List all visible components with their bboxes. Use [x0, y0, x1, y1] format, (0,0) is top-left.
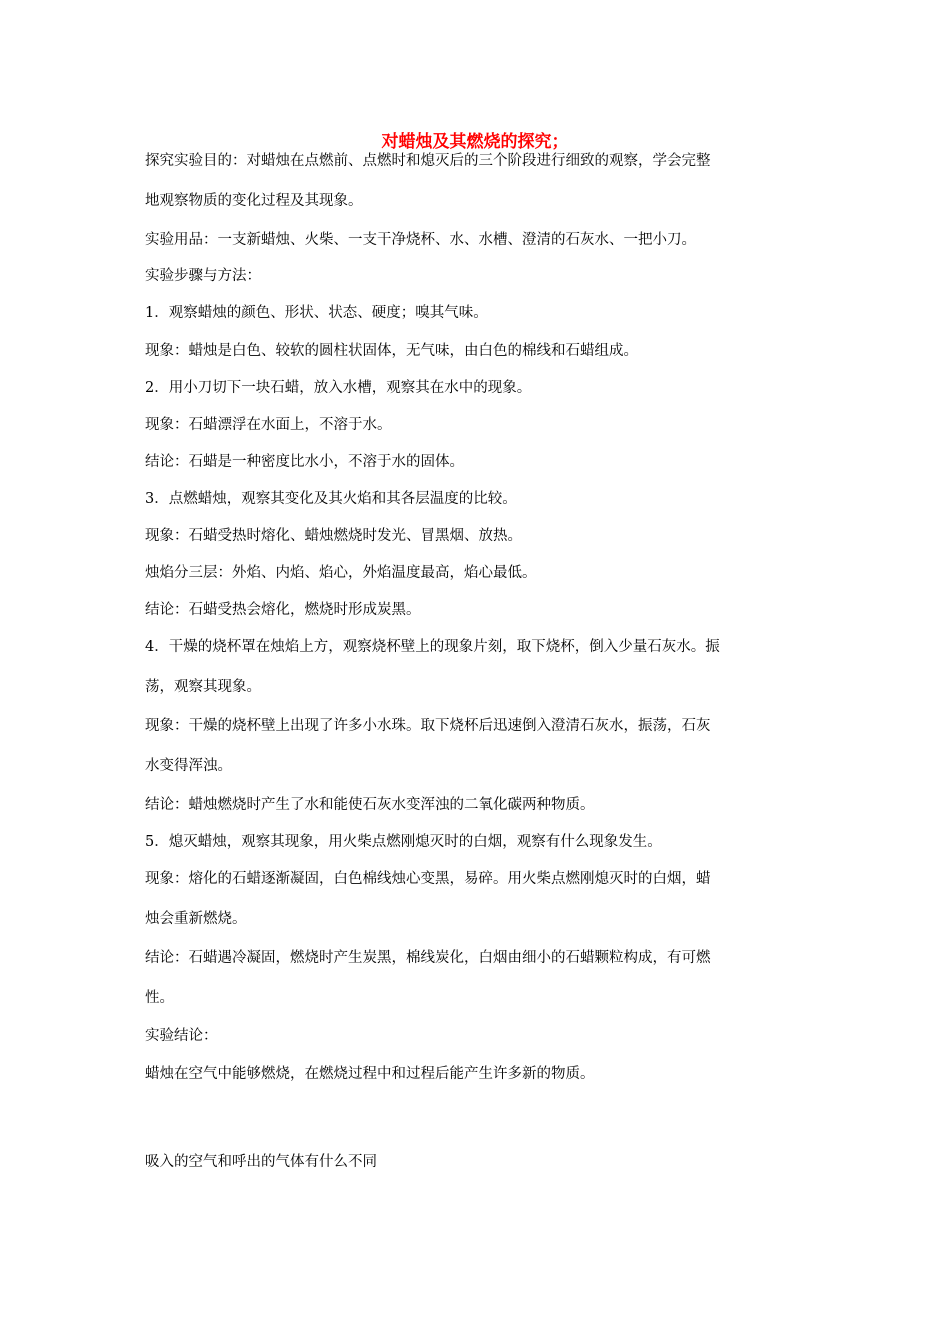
paragraph-line: 烛会重新燃烧。	[145, 911, 247, 927]
paragraph-line: 实验步骤与方法：	[145, 268, 261, 284]
paragraph-line: 实验结论：	[145, 1028, 218, 1044]
paragraph-line: 结论：石蜡遇冷凝固，燃烧时产生炭黑，棉线炭化，白烟由细小的石蜡颗粒构成，有可燃	[145, 950, 711, 966]
paragraph-line: 现象：石蜡受热时熔化、蜡烛燃烧时发光、冒黑烟、放热。	[145, 528, 522, 544]
paragraph-line: 现象：熔化的石蜡逐渐凝固，白色棉线烛心变黑，易碎。用火柴点燃刚熄灭时的白烟，蜡	[145, 871, 711, 887]
paragraph-line: 3．点燃蜡烛，观察其变化及其火焰和其各层温度的比较。	[145, 491, 517, 507]
paragraph-line: 实验用品：一支新蜡烛、火柴、一支干净烧杯、水、水槽、澄清的石灰水、一把小刀。	[145, 232, 696, 248]
paragraph-line: 蜡烛在空气中能够燃烧，在燃烧过程中和过程后能产生许多新的物质。	[145, 1066, 595, 1082]
paragraph-line: 现象：干燥的烧杯壁上出现了许多小水珠。取下烧杯后迅速倒入澄清石灰水，振荡，石灰	[145, 718, 711, 734]
paragraph-line: 结论：石蜡受热会熔化，燃烧时形成炭黑。	[145, 602, 421, 618]
paragraph-line: 荡，观察其现象。	[145, 679, 261, 695]
paragraph-line: 4．干燥的烧杯罩在烛焰上方，观察烧杯壁上的现象片刻，取下烧杯，倒入少量石灰水。振	[145, 639, 720, 655]
paragraph-line: 结论：蜡烛燃烧时产生了水和能使石灰水变浑浊的二氧化碳两种物质。	[145, 797, 595, 813]
paragraph-line: 水变得浑浊。	[145, 758, 232, 774]
paragraph-line: 2．用小刀切下一块石蜡，放入水槽，观察其在水中的现象。	[145, 380, 532, 396]
document-title: 对蜡烛及其燃烧的探究；	[381, 132, 569, 152]
paragraph-line: 现象：蜡烛是白色、较软的圆柱状固体，无气味，由白色的棉线和石蜡组成。	[145, 343, 638, 359]
paragraph-line: 性。	[145, 990, 174, 1006]
section-heading: 吸入的空气和呼出的气体有什么不同	[145, 1154, 377, 1170]
paragraph-line: 5．熄灭蜡烛，观察其现象，用火柴点燃刚熄灭时的白烟，观察有什么现象发生。	[145, 834, 662, 850]
paragraph-line: 探究实验目的：对蜡烛在点燃前、点燃时和熄灭后的三个阶段进行细致的观察，学会完整	[145, 153, 711, 169]
paragraph-line: 烛焰分三层：外焰、内焰、焰心，外焰温度最高，焰心最低。	[145, 565, 537, 581]
paragraph-line: 地观察物质的变化过程及其现象。	[145, 193, 363, 209]
paragraph-line: 1．观察蜡烛的颜色、形状、状态、硬度；嗅其气味。	[145, 305, 488, 321]
paragraph-line: 现象：石蜡漂浮在水面上，不溶于水。	[145, 417, 392, 433]
paragraph-line: 结论：石蜡是一种密度比水小，不溶于水的固体。	[145, 454, 464, 470]
